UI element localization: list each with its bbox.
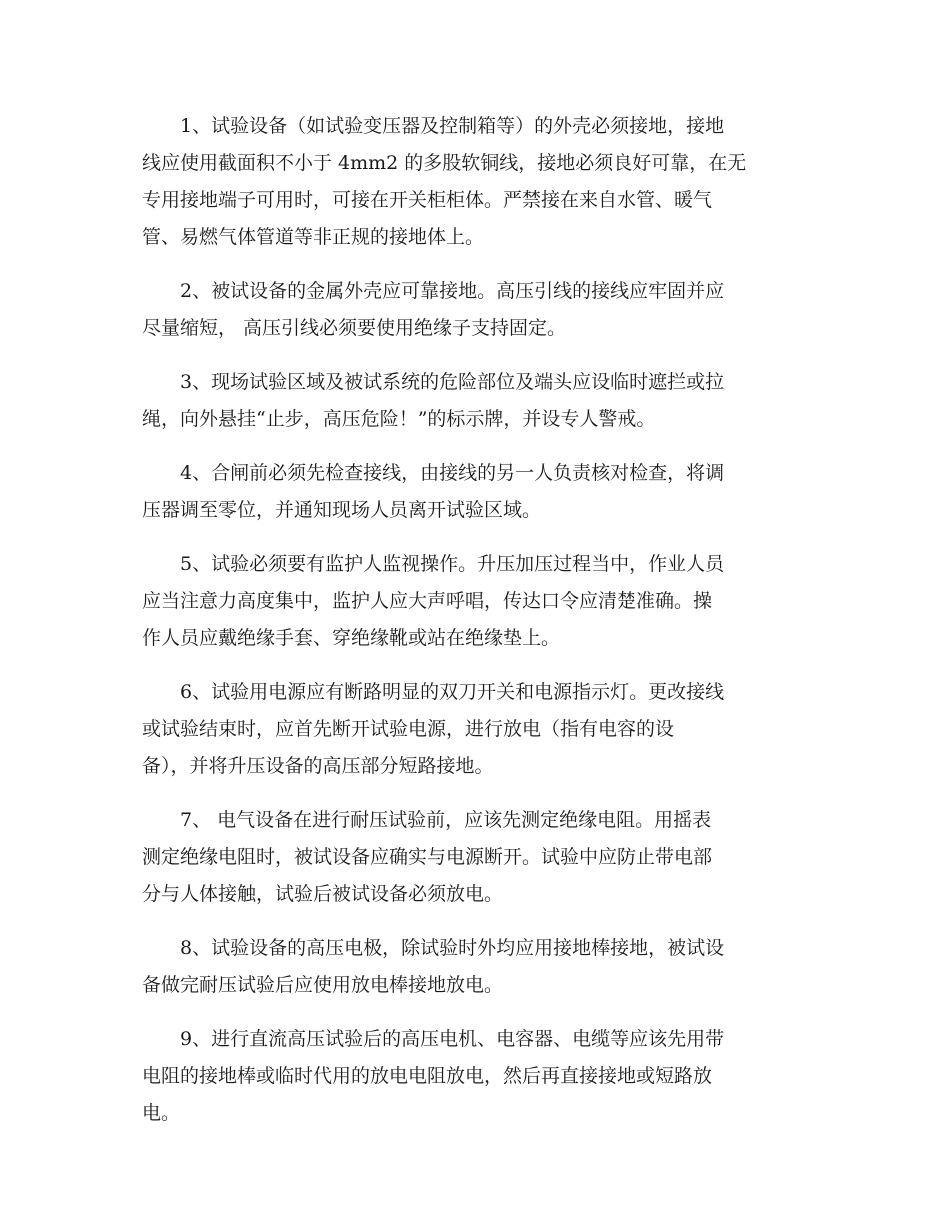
paragraph-1 [142,108,810,256]
text-line: 备做完耐压试验后应使用放电棒接地放电。 [142,974,504,996]
text-line: 分与人体接触，试验后被试设备必须放电。 [142,883,504,905]
text-line: 1、试验设备（如试验变压器及控制箱等）的外壳必须接地，接地 [180,115,725,137]
text-line: 8、试验设备的高压电极，除试验时外均应用接地棒接地，被试设 [180,937,725,959]
text-line: 尽量缩短， 高压引线必须要使用绝缘子支持固定。 [142,317,567,339]
paragraph-6 [142,674,810,785]
text-line: 作人员应戴绝缘手套、穿绝缘靴或站在绝缘垫上。 [142,627,561,649]
text-line: 压器调至零位，并通知现场人员离开试验区域。 [142,499,542,521]
document-body [142,108,810,1149]
text-line: 绳，向外悬挂“止步，高压危险！”的标示牌，并设专人警戒。 [142,408,656,430]
text-line: 或试验结束时，应首先断开试验电源，进行放电（指有电容的设 [142,718,675,740]
text-line: 备），并将升压设备的高压部分短路接地。 [142,755,494,777]
text-line: 2、被试设备的金属外壳应可靠接地。高压引线的接线应牢固并应 [180,280,725,302]
paragraph-4 [142,455,810,529]
paragraph-9 [142,1021,810,1132]
paragraph-5 [142,546,810,657]
text-line: 管、易燃气体管道等非正规的接地体上。 [142,226,485,248]
text-line: 3、现场试验区域及被试系统的危险部位及端头应设临时遮拦或拉 [180,371,725,393]
paragraph-3 [142,364,810,438]
text-line: 4、合闸前必须先检查接线，由接线的另一人负责核对检查，将调 [180,462,725,484]
text-line: 电阻的接地棒或临时代用的放电电阻放电，然后再直接接地或短路放 [142,1065,713,1087]
text-line: 线应使用截面积不小于 4mm2 的多股软铜线，接地必须良好可靠，在无 [142,152,747,174]
text-line: 6、试验用电源应有断路明显的双刀开关和电源指示灯。更改接线 [180,681,725,703]
text-line: 5、试验必须要有监护人监视操作。升压加压过程当中，作业人员 [180,553,725,575]
paragraph-7 [142,802,810,913]
paragraph-2 [142,273,810,347]
text-line: 9、进行直流高压试验后的高压电机、电容器、电缆等应该先用带 [180,1028,725,1050]
text-line: 专用接地端子可用时，可接在开关柜柜体。严禁接在来自水管、暖气 [142,189,713,211]
text-line: 电。 [142,1102,181,1124]
text-line: 应当注意力高度集中，监护人应大声呼唱，传达口令应清楚准确。操 [142,590,713,612]
text-line: 7、 电气设备在进行耐压试验前，应该先测定绝缘电阻。用摇表 [180,809,712,831]
text-line: 测定绝缘电阻时，被试设备应确实与电源断开。试验中应防止带电部 [142,846,713,868]
paragraph-8 [142,930,810,1004]
